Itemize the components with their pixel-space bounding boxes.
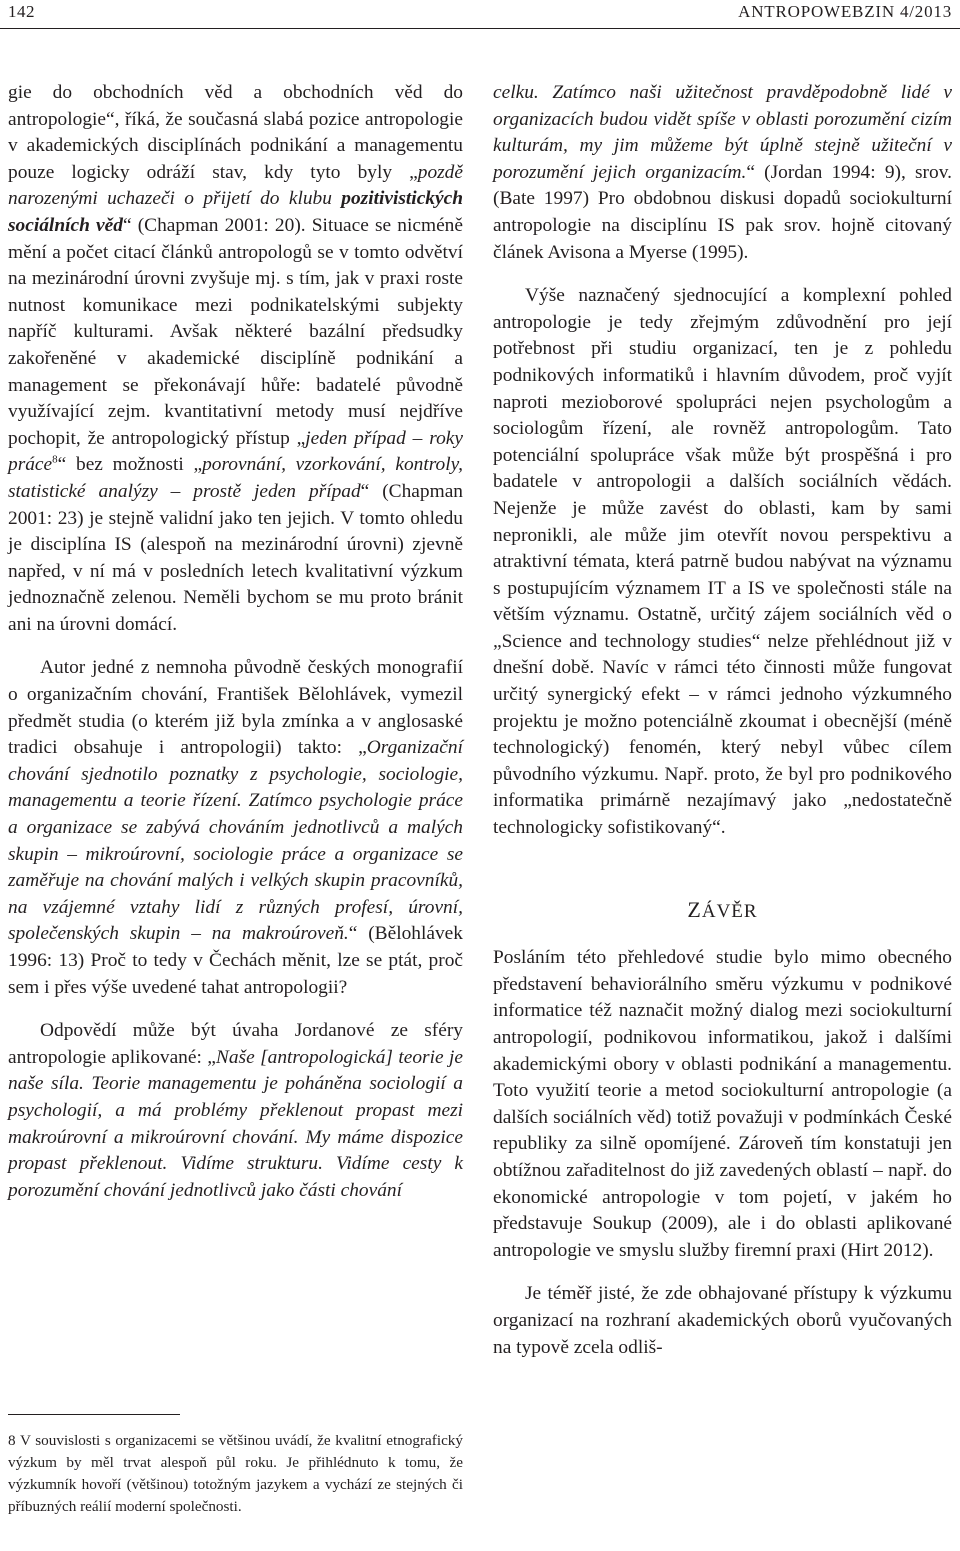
text-run: “ (Jordan 1994: 9), srov. (Bate 1997) Pro obdobnou diskusi dopadů sociokulturní antropologie na disciplínu IS pak srov. hojně citovaný článek Avisona a Myerse (1995).: [493, 161, 952, 263]
heading-initial: Z: [687, 896, 702, 922]
footnote-ref: 8: [52, 453, 58, 466]
footnote: [8, 1430, 463, 1518]
paragraph: [493, 283, 952, 841]
page-number: 142: [8, 2, 35, 21]
text-run: “ (Chapman 2001: 20). Situace se nicméně mění a počet citací článků antropologů se v tomto odvětví na mezinárodní úrovni zvyšuje mj. s tím, jak v praxi roste nutnost komunikace mezi podnikatelskými subjekty napříč kulturami. Avšak některé bazální předsudky zakořeněné v akademické disciplíně podnikání a management se překonávají hůře: badatelé původně využívající zejm. kvantitativní metody musí nejdříve pochopit, že antropologický přístup „: [8, 214, 463, 449]
left-column: [8, 80, 463, 1204]
text-run: pozitivistických sociálních věd: [8, 188, 463, 236]
right-column: [493, 80, 952, 1361]
text-run: Organizační chování sjednotilo poznatky z psychologie, sociologie, managementu a teorie řízení. Zatímco psychologie práce a organizace se zabývá chováním jednotlivců a malých skupin – mikroúrovní, sociologie práce a organizace se zaměřuje na chování malých i velkých skupin pracovníků, na vzájemné vztahy lidí z různých profesí, úrovní, společenských skupin – na makroúroveň.: [8, 737, 463, 945]
page-header: [0, 0, 960, 30]
footnote-text: 8 V souvislosti s organizacemi se většinou uvádí, že kvalitní etnografický výzkum by měl trvat alespoň půl roku. Je přihlédnuto k tomu, že výzkumník hovoří (většinou) totožným jazykem a vychází ze stejných či příbuzných reálií moderní společnosti.: [8, 1432, 463, 1515]
header-rule: [0, 28, 960, 29]
paragraph: [493, 1281, 952, 1361]
text-run: porovnání, vzorkování, kontroly, statistické analýzy – prostě jeden případ: [8, 454, 464, 502]
text-run: gie do obchodních věd a obchodních věd do antropologie“, říká, že současná slabá pozice antropologie v akademických disciplínách podnikání a managementu pouze logicky odráží stav, kdy tyto byly „: [8, 82, 463, 183]
text-run: Je téměř jisté, že zde obhajované přístupy k výzkumu organizací na rozhraní akademických oborů vyučovaných na typově zcela odliš-: [493, 1283, 952, 1358]
text-run: “ bez možnosti „: [57, 454, 203, 476]
text-run: pozdě narozenými uchazeči o přijetí do klubu: [8, 161, 463, 210]
paragraph: [8, 655, 463, 1001]
heading-rest: ÁVĚR: [701, 900, 758, 922]
text-run: Odpovědí může být úvaha Jordanové ze sféry antropologie aplikované: „: [8, 1020, 463, 1068]
text-run: Výše naznačený sjednocující a komplexní pohled antropologie je tedy zřejmým zdůvodnění pro její potřebnost při studiu organizací, ten je z pohledu podnikových informatiků i hlavním důvodem, proč vyjít naproti mezioborové spolupráci nejen psychologům a sociologům řízení, ale rovněž antropologům. Tato potenciální spolupráce však může být prospěšná i pro badatele v antropologii a dalších sociálních vědách. Nejenže je může zavést do oblasti, kam by sami nepronikli, ale může jim otevřít novou perspektivu a atraktivní témata, která patrně budou nabývat na významu s postupujícím významem IT a IS ve společnosti stále na větším významu. Ostatně, určitý zájem sociálních věd o „Science and technology studies“ nelze přehlédnout již v dnešní době. Navíc v rámci této činnosti může fungovat určitý synergický efekt – v rámci jednoho výzkumného projektu je možno potenciálně zkoumat i obecnější (méně technologický) fenomén, který nebyl vůbec cílem původního výzkumu. Např. proto, že byl pro podnikového informatika primárně nezajímavý jako „nedostatečně technologicky sofistikovaný“.: [493, 285, 952, 839]
paragraph: [493, 80, 952, 266]
text-run: “ (Chapman 2001: 23) je stejně validní jako ten jejich. V tomto ohledu je disciplína IS (alespoň na mezinárodní úrovni) zjevně napřed, v ní má v posledních letech kvalitativní výzkum jednoznačně zelenou. Neměli bychom se mu proto bránit ani na úrovni domácí.: [8, 480, 463, 635]
section-heading: [493, 897, 952, 926]
text-run: Autor jedné z nemnoha původně českých monografií o organizačním chování, František Bělohlávek, vymezil předmět studia (o kterém již byla zmínka a v anglosaské tradici obsahuje i antropologii) takto: „: [8, 657, 463, 759]
paragraph: [493, 945, 952, 1264]
text-run: “ (Bělohlávek 1996: 13) Proč to tedy v Čechách měnit, lze se ptát, proč sem i přes výše uvedené tahat antropologii?: [8, 923, 463, 998]
footnote-rule: [8, 1414, 180, 1415]
text-run: Posláním této přehledové studie bylo mimo obecného představení behaviorálního směru výzkumu v podnikové informatice též naznačit možný dialog mezi sociokulturní antropologií, podnikovou informatikou, jakož i dalšími akademickými obory v oblasti podnikání a managementu. Toto využití teorie a metod sociokulturní antropologie (a dalších sociálních věd) totiž považuji v podmínkách České republiky za silně opomíjené. Zároveň tím konstatuji jen obtížnou zařaditelnost do již zavedených oblastí – např. do ekonomické antropologie v tom pojetí, v jakém ho představuje Soukup (2009), ale i do oblasti aplikované antropologie ve smyslu služby firemní praxi (Hirt 2012).: [493, 947, 952, 1261]
text-run: celku. Zatímco naši užitečnost pravděpodobně lidé v organizacích budou vidět spíše v oblasti porozumění cizím kulturám, my jim můžeme být úplně stejně užiteční v porozumění jejich organizacím.: [493, 82, 952, 183]
journal-title: ANTROPOWEBZIN 4/2013: [738, 2, 952, 21]
paragraph: [8, 80, 463, 638]
text-run: Naše [antropologická] teorie je naše síla. Teorie managementu je poháněna sociologií a psychologií, a má problémy překlenout propast mezi makroúrovní a mikroúrovní chování. My máme dispozice propast překlenout. Vidíme strukturu. Vidíme cesty k porozumění chování jednotlivců jako části chování: [8, 1046, 464, 1201]
paragraph: [8, 1018, 463, 1204]
text-run: jeden případ – roky práce: [8, 427, 463, 476]
